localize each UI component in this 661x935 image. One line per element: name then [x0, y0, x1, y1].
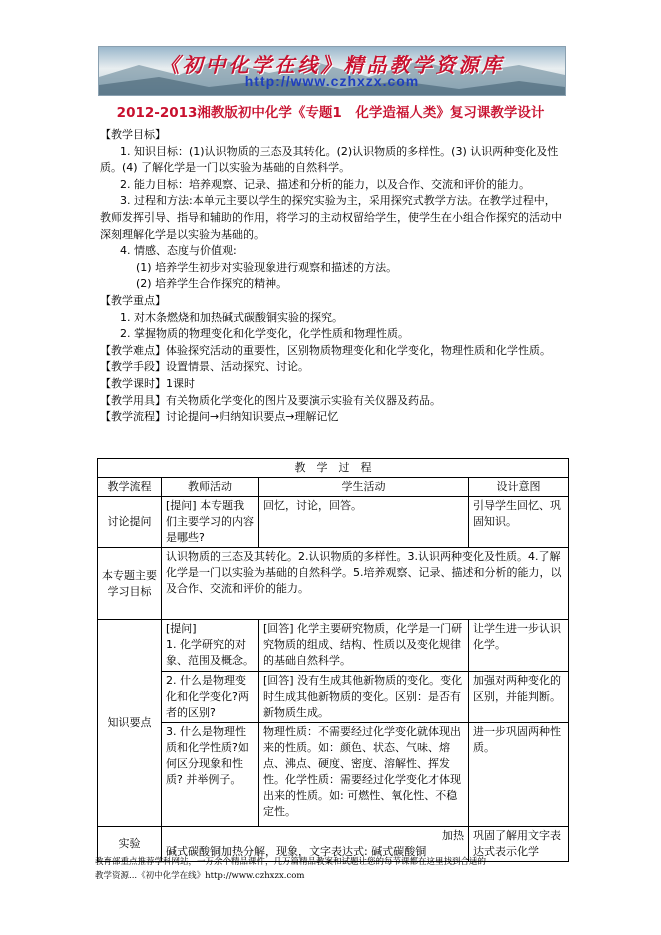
row1-stage: 讨论提问 [98, 497, 162, 548]
knowledge-a1: [回答] 化学主要研究物质，化学是一门研究物质的组成、结构、性质以及变化规律的基础自然科学。 [259, 620, 469, 672]
page-title: 2012-2013湘教版初中化学《专题1 化学造福人类》复习课教学设计 [116, 105, 545, 121]
key-point-1: 1. 对木条燃烧和加热碱式碳酸铜实验的探究。 [120, 310, 343, 324]
knowledge-q1-text: 1. 化学研究的对象、范围及概念。 [166, 638, 254, 667]
knowledge-i1: 让学生进一步认识化学。 [469, 620, 569, 672]
goal-knowledge: 1. 知识目标：(1)认识物质的三态及其转化。(2)认识物质的多样性。(3) 认识两种变化及性质。(4) 了解化学是一门以实验为基础的自然科学。 [100, 144, 559, 175]
teaching-flow: 【教学流程】讨论提问→归纳知识要点→理解记忆 [100, 410, 339, 424]
experiment-heat-label: 加热 [442, 829, 464, 842]
header-teacher: 教师活动 [162, 478, 259, 497]
header-banner [98, 46, 566, 96]
knowledge-q3: 3. 什么是物理性质和化学性质?如何区分现象和性质? 并举例子。 [162, 723, 259, 827]
knowledge-i2: 加强对两种变化的区别，并能判断。 [469, 672, 569, 723]
teaching-hours: 【教学课时】1课时 [100, 376, 195, 390]
knowledge-q1 [162, 620, 259, 672]
teaching-tools: 【教学用具】有关物质化学变化的图片及要演示实验有关仪器及药品。 [100, 393, 441, 407]
goal-emotion: 4. 情感、态度与价值观: [120, 244, 237, 258]
experiment-stage: 实验 [98, 827, 162, 862]
goal-process: 3. 过程和方法:本单元主要以学生的探究实验为主，采用探究式教学方法。在教学过程中，教师发挥引导、指导和辅助的作用，将学习的主动权留给学生，使学生在小组合作探究的活动中深刻理解化学是以实验为基础的。 [100, 194, 562, 241]
experiment-text: 碱式碳酸铜加热分解，现象，文字表达式: 碱式碳酸铜 [166, 845, 427, 858]
experiment-intent: 巩固了解用文字表达式表示化学 [469, 827, 569, 862]
key-point-2: 2. 掌握物质的物理变化和化学变化，化学性质和物理性质。 [120, 327, 409, 341]
teaching-means: 【教学手段】设置情景、活动探究、讨论。 [100, 360, 309, 374]
header-stage: 教学流程 [98, 478, 162, 497]
banner-title: 《初中化学在线》精品教学资源库 [159, 53, 505, 77]
table-caption: 教 学 过 程 [98, 459, 569, 478]
footer [95, 855, 565, 883]
section-heading-key: 【教学重点】 [100, 293, 166, 307]
row1-intent: 引导学生回忆、巩固知识。 [469, 497, 569, 548]
goal-emotion-b: (2) 培养学生合作探究的精神。 [136, 277, 288, 291]
knowledge-a2: [回答] 没有生成其他新物质的变化。变化时生成其他新物质的变化。区别：是否有新物质生成。 [259, 672, 469, 723]
process-table [97, 458, 569, 862]
knowledge-q1-label: [提问] [166, 622, 197, 635]
knowledge-a3: 物理性质：不需要经过化学变化就体现出来的性质。如：颜色、状态、气味、熔点、沸点、硬度、密度、溶解性、挥发性。化学性质：需要经过化学变化才体现出来的性质。如: 可燃性、氧化性、不稳定性。 [259, 723, 469, 827]
footer-line-2[interactable]: 教学资源...《初中化学在线》http://www.czhxzx.com [95, 871, 305, 881]
row1-student: 回忆，讨论，回答。 [259, 497, 469, 548]
banner-url[interactable]: http://www.czhxzx.com [244, 73, 420, 89]
document-body [100, 127, 562, 426]
goal-emotion-a: (1) 培养学生初步对实验现象进行观察和描述的方法。 [136, 260, 398, 274]
row2-content: 认识物质的三态及其转化。2.认识物质的多样性。3.认识两种变化及性质。4.了解化学是一门以实验为基础的自然科学。5.培养观察、记录、描述和分析的能力，以及合作、交流和评价的能力。 [162, 548, 569, 620]
knowledge-stage: 知识要点 [98, 620, 162, 827]
footer-line-1: 教育部重点推荐学科网站，一万余个精品课件，几万篇精品教案和试题让您的每节课都在这里找到合适的 [95, 857, 487, 867]
knowledge-i3: 进一步巩固两种性质。 [469, 723, 569, 827]
header-student: 学生活动 [259, 478, 469, 497]
knowledge-q2: 2. 什么是物理变化和化学变化?两者的区别? [162, 672, 259, 723]
header-intent: 设计意图 [469, 478, 569, 497]
section-heading-goals: 【教学目标】 [100, 128, 166, 141]
row1-teacher: [提问] 本专题我们主要学习的内容是哪些? [162, 497, 259, 548]
difficulty: 【教学难点】体验探究活动的重要性，区别物质物理变化和化学变化，物理性质和化学性质。 [100, 343, 551, 357]
row2-stage: 本专题主要学习目标 [98, 548, 162, 620]
goal-ability: 2. 能力目标：培养观察、记录、描述和分析的能力，以及合作、交流和评价的能力。 [120, 177, 530, 191]
